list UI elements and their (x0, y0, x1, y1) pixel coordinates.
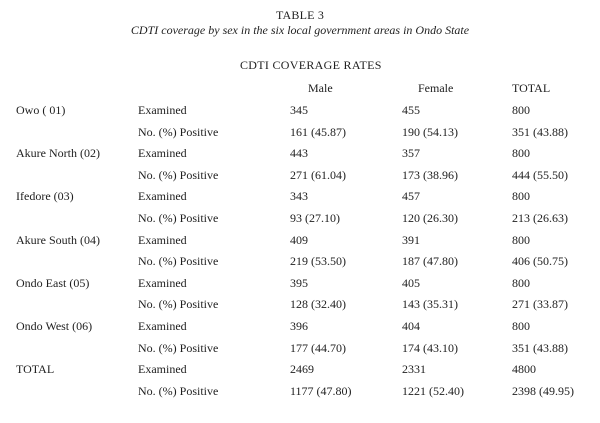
table-cell-male: 409 (290, 233, 308, 247)
table-cell-total: 800 (512, 319, 530, 333)
table-cell-male: 343 (290, 189, 308, 203)
table-title: TABLE 3 (275, 8, 325, 22)
coverage-heading: CDTI COVERAGE RATES (240, 58, 382, 72)
table-cell-female: 404 (402, 319, 420, 333)
table-cell-total: 4800 (512, 362, 536, 376)
table-cell-total: 213 (26.63) (512, 211, 568, 225)
table-cell-label: Examined (138, 103, 187, 117)
column-header-female: Female (418, 81, 454, 95)
table-cell-male: 2469 (290, 362, 314, 376)
table-cell-total: 800 (512, 103, 530, 117)
table-cell-label: Examined (138, 362, 187, 376)
table-cell-label: Examined (138, 276, 187, 290)
table-cell-total: 351 (43.88) (512, 341, 568, 355)
table-cell-female: 357 (402, 146, 420, 160)
column-header-male: Male (308, 81, 333, 95)
table-cell-male: 271 (61.04) (290, 168, 346, 182)
table-cell-label: No. (%) Positive (138, 297, 219, 311)
table-cell-label: No. (%) Positive (138, 125, 219, 139)
table-cell-label: Examined (138, 233, 187, 247)
table-cell-label: No. (%) Positive (138, 168, 219, 182)
table-cell-area: Ondo East (05) (16, 276, 90, 290)
table-cell-male: 161 (45.87) (290, 125, 346, 139)
table-cell-total: 800 (512, 233, 530, 247)
table-cell-total: 351 (43.88) (512, 125, 568, 139)
table-cell-area: TOTAL (16, 362, 55, 376)
table-subtitle: CDTI coverage by sex in the six local government areas in Ondo State (130, 23, 470, 37)
table-cell-female: 143 (35.31) (402, 297, 458, 311)
table-cell-male: 177 (44.70) (290, 341, 346, 355)
table-cell-male: 395 (290, 276, 308, 290)
table-cell-total: 444 (55.50) (512, 168, 568, 182)
table-cell-male: 128 (32.40) (290, 297, 346, 311)
table-cell-label: Examined (138, 146, 187, 160)
table-cell-label: Examined (138, 319, 187, 333)
table-cell-label: No. (%) Positive (138, 341, 219, 355)
table-cell-label: No. (%) Positive (138, 211, 219, 225)
table-cell-area: Ondo West (06) (16, 319, 93, 333)
table-cell-male: 443 (290, 146, 308, 160)
table-cell-male: 219 (53.50) (290, 254, 346, 268)
table-cell-label: No. (%) Positive (138, 254, 219, 268)
table-cell-label: Examined (138, 189, 187, 203)
table-cell-area: Owo ( 01) (16, 103, 66, 117)
table-cell-female: 190 (54.13) (402, 125, 458, 139)
table-cell-total: 271 (33.87) (512, 297, 568, 311)
table-cell-female: 1221 (52.40) (402, 384, 464, 398)
table-cell-female: 120 (26.30) (402, 211, 458, 225)
table-cell-label: No. (%) Positive (138, 384, 219, 398)
table-cell-male: 1177 (47.80) (290, 384, 352, 398)
table-cell-total: 406 (50.75) (512, 254, 568, 268)
table-cell-total: 2398 (49.95) (512, 384, 574, 398)
table-cell-male: 345 (290, 103, 308, 117)
table-cell-female: 405 (402, 276, 420, 290)
table-cell-total: 800 (512, 276, 530, 290)
table-cell-area: Akure North (02) (16, 146, 100, 160)
table-cell-total: 800 (512, 189, 530, 203)
table-cell-female: 455 (402, 103, 420, 117)
table-cell-female: 391 (402, 233, 420, 247)
column-header-total: TOTAL (512, 81, 551, 95)
table-cell-female: 2331 (402, 362, 426, 376)
table-cell-total: 800 (512, 146, 530, 160)
table-cell-area: Ifedore (03) (16, 189, 74, 203)
table-cell-male: 396 (290, 319, 308, 333)
table-cell-female: 457 (402, 189, 420, 203)
table-cell-female: 187 (47.80) (402, 254, 458, 268)
table-cell-female: 174 (43.10) (402, 341, 458, 355)
table-cell-female: 173 (38.96) (402, 168, 458, 182)
table-cell-area: Akure South (04) (16, 233, 100, 247)
table-cell-male: 93 (27.10) (290, 211, 340, 225)
